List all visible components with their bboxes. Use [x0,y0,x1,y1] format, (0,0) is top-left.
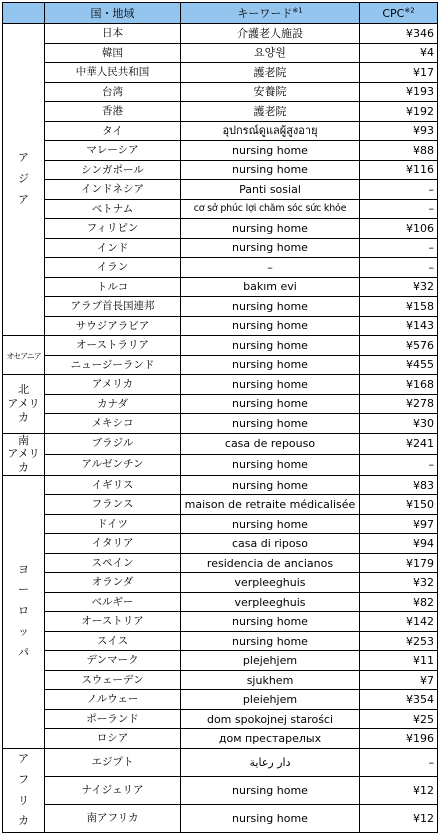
region-label: ヨ ー ロ ッ パ [18,562,29,660]
country-cell: ニュージーランド [45,355,181,375]
table-row [3,238,438,258]
keyword-cell: nursing home [181,355,360,375]
keyword-cell: nursing home [181,160,360,180]
keyword-cell: дом престарелых [181,729,360,749]
table-row [3,729,438,749]
cpc-cell: ¥196 [360,729,438,749]
keyword-cell: nursing home [181,805,360,833]
table-row [3,690,438,710]
country-cell: マレーシア [45,141,181,161]
header-cpc [360,3,438,24]
country-cell: 日本 [45,24,181,44]
table-row [3,199,438,219]
country-cell: カナダ [45,394,181,414]
table-row [3,495,438,515]
region-cell [3,336,45,375]
header-country-label: 国・地域 [90,6,135,20]
keyword-cell: อุปกรณ์ดูแลผู้สูงอายุ [181,121,360,141]
table-row [3,776,438,804]
country-cell: オーストリア [45,612,181,632]
cpc-cell: – [360,258,438,278]
header-keyword-label: キーワード [237,6,293,20]
keyword-cell: nursing home [181,316,360,336]
country-cell: アメリカ [45,375,181,395]
table-row [3,631,438,651]
keyword-cell: casa di riposo [181,534,360,554]
country-cell: 南アフリカ [45,805,181,833]
keyword-cell: verpleeghuis [181,573,360,593]
country-cell: 香港 [45,102,181,122]
table-row [3,414,438,434]
keyword-cell: nursing home [181,141,360,161]
region-label: 北 アメリカ [7,383,40,424]
country-cell: イタリア [45,534,181,554]
table-row [3,433,438,454]
keyword-cell: 介護老人施設 [181,24,360,44]
country-cell: ナイジェリア [45,776,181,804]
cpc-cell: ¥94 [360,534,438,554]
country-cell: アルゼンチン [45,454,181,475]
table-body [3,24,438,833]
keyword-cell: nursing home [181,776,360,804]
cpc-cell: ¥354 [360,690,438,710]
keyword-cell: 安養院 [181,82,360,102]
cpc-cell: ¥7 [360,670,438,690]
country-cell: タイ [45,121,181,141]
keyword-cell: nursing home [181,238,360,258]
table-row [3,670,438,690]
table-row [3,805,438,833]
keyword-cell: nursing home [181,612,360,632]
keyword-cell: nursing home [181,514,360,534]
cpc-cell: ¥158 [360,297,438,317]
country-cell: オランダ [45,573,181,593]
keyword-cell: bakım evi [181,277,360,297]
country-cell: 台湾 [45,82,181,102]
country-cell: ブラジル [45,433,181,454]
header-country [45,3,181,24]
table-row [3,748,438,776]
region-cell [3,475,45,748]
table-row [3,121,438,141]
table-row [3,160,438,180]
cpc-cell: ¥25 [360,709,438,729]
region-label: ア フ リ カ [18,751,29,828]
country-cell: ロシア [45,729,181,749]
table-row [3,553,438,573]
region-cell [3,748,45,833]
country-cell: インドネシア [45,180,181,200]
keyword-cell: plejehjem [181,651,360,671]
table-row [3,43,438,63]
table-row [3,355,438,375]
keyword-cell: – [181,258,360,278]
header-region-blank [3,3,45,24]
table-row [3,82,438,102]
country-cell: スペイン [45,553,181,573]
country-cell: サウジアラビア [45,316,181,336]
table-row [3,612,438,632]
cpc-cell: – [360,199,438,219]
table-row [3,709,438,729]
keyword-cell: nursing home [181,414,360,434]
country-cell: インド [45,238,181,258]
cpc-cell: – [360,454,438,475]
region-cell [3,375,45,434]
table-row [3,573,438,593]
cpc-cell: ¥193 [360,82,438,102]
table-row [3,336,438,356]
keyword-cell: dom spokojnej starości [181,709,360,729]
country-cell: スイス [45,631,181,651]
table-row [3,141,438,161]
country-cell: 韓国 [45,43,181,63]
country-cell: スウェーデン [45,670,181,690]
keyword-cell: Panti sosial [181,180,360,200]
cpc-cell: – [360,238,438,258]
cpc-cell: ¥93 [360,121,438,141]
cpc-cell: ¥192 [360,102,438,122]
table-row [3,297,438,317]
cpc-cell: ¥11 [360,651,438,671]
cpc-cell: ¥17 [360,63,438,83]
region-label: 南 アメリカ [7,433,40,474]
country-cell: トルコ [45,277,181,297]
cpc-cell: ¥150 [360,495,438,515]
cpc-cell: ¥12 [360,805,438,833]
table-row [3,375,438,395]
cpc-cell: ¥4 [360,43,438,63]
cpc-cell: ¥116 [360,160,438,180]
cpc-cell: ¥241 [360,433,438,454]
table-row [3,180,438,200]
table-row [3,24,438,44]
table-row [3,219,438,239]
keyword-cell: casa de repouso [181,433,360,454]
cpc-cell: ¥179 [360,553,438,573]
header-row [3,3,438,24]
table-row [3,651,438,671]
keyword-cell: pleiehjem [181,690,360,710]
cpc-cell: ¥32 [360,277,438,297]
keyword-cell: nursing home [181,631,360,651]
keyword-cell: sjukhem [181,670,360,690]
region-label: オセアニア [6,351,41,361]
cpc-cell: ¥97 [360,514,438,534]
table-row [3,534,438,554]
table-row [3,475,438,495]
keyword-cell: 요양원 [181,43,360,63]
cpc-cell: ¥143 [360,316,438,336]
table-row [3,102,438,122]
header-keyword-note: ※1 [292,5,303,14]
country-cell: シンガポール [45,160,181,180]
table-row [3,258,438,278]
region-cell [3,24,45,336]
cpc-cell: ¥83 [360,475,438,495]
cpc-cell: ¥82 [360,592,438,612]
header-cpc-note: ※2 [404,5,415,14]
country-cell: ドイツ [45,514,181,534]
cpc-cell: ¥278 [360,394,438,414]
keyword-cell: nursing home [181,375,360,395]
cpc-cell: ¥32 [360,573,438,593]
cpc-cell: ¥12 [360,776,438,804]
cpc-cell: ¥142 [360,612,438,632]
keyword-cell: nursing home [181,454,360,475]
table-header [3,3,438,24]
table-row [3,514,438,534]
table-row [3,316,438,336]
cpc-cell: ¥30 [360,414,438,434]
keyword-cell: verpleeghuis [181,592,360,612]
country-cell: イラン [45,258,181,278]
table-row [3,454,438,475]
keyword-cell: 護老院 [181,102,360,122]
cpc-cell: ¥106 [360,219,438,239]
country-cell: ベルギー [45,592,181,612]
cpc-cell: ¥455 [360,355,438,375]
keyword-cell: nursing home [181,219,360,239]
keyword-cell: nursing home [181,297,360,317]
keyword-cell: nursing home [181,336,360,356]
table-row [3,277,438,297]
keyword-cell: maison de retraite médicalisée [181,495,360,515]
country-cell: エジプト [45,748,181,776]
country-cell: フィリピン [45,219,181,239]
cpc-cell: – [360,180,438,200]
keyword-cell: nursing home [181,475,360,495]
cpc-cell: ¥346 [360,24,438,44]
cpc-cell: ¥88 [360,141,438,161]
country-cell: ノルウェー [45,690,181,710]
cpc-cell: – [360,748,438,776]
keyword-cpc-table [2,2,438,833]
keyword-cell: residencia de ancianos [181,553,360,573]
table-row [3,63,438,83]
cpc-cell: ¥168 [360,375,438,395]
country-cell: デンマーク [45,651,181,671]
country-cell: イギリス [45,475,181,495]
country-cell: オーストラリア [45,336,181,356]
table-row [3,592,438,612]
keyword-cell: cơ sở phúc lợi chăm sóc sức khỏe [181,199,360,219]
table-row [3,394,438,414]
country-cell: アラブ首長国連邦 [45,297,181,317]
cpc-cell: ¥576 [360,336,438,356]
country-cell: フランス [45,495,181,515]
country-cell: 中華人民共和国 [45,63,181,83]
keyword-cell: nursing home [181,394,360,414]
country-cell: メキシコ [45,414,181,434]
region-label: ア ジ ア [18,151,29,206]
keyword-cell: 護老院 [181,63,360,83]
country-cell: ベトナム [45,199,181,219]
region-cell [3,433,45,475]
keyword-cell: دار رعاية [181,748,360,776]
cpc-cell: ¥253 [360,631,438,651]
country-cell: ポーランド [45,709,181,729]
cpc-table-container [2,2,437,833]
header-cpc-label: CPC [382,6,405,20]
header-keyword [181,3,360,24]
